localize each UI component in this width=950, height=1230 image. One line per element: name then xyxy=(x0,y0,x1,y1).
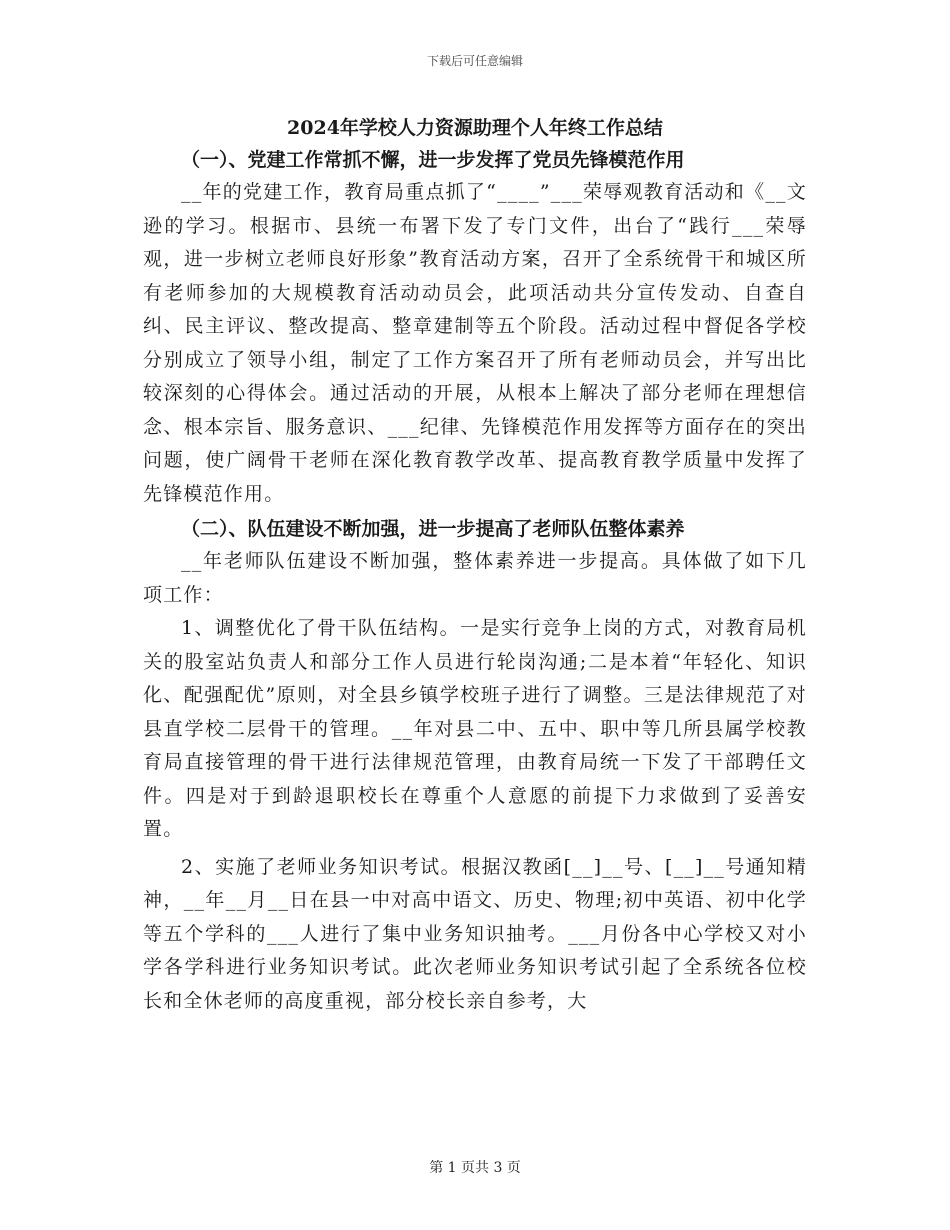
section-2-paragraph-2: 1、调整优化了骨干队伍结构。一是实行竞争上岗的方式，对教育局机关的股室站负责人和部分工作人员进行轮岗沟通;二是本着“年轻化、知识化、配强配优”原则，对全县乡镇学校班子进行了调整。三是法律规范了对县直学校二层骨干的管理。__年对县二中、五中、职中等几所县属学校教育局直接管理的骨干进行法律规范管理，由教育局统一下发了干部聘任文件。四是对于到龄退职校长在尊重个人意愿的前提下力求做到了妥善安置。 xyxy=(143,617,807,840)
document-title: 2024年学校人力资源助理个人年终工作总结 xyxy=(287,117,663,139)
section-heading-2: （二）、队伍建设不断加强，进一步提高了老师队伍整体素养 xyxy=(181,518,685,540)
section-1-paragraph-1: __年的党建工作，教育局重点抓了“____”___荣辱观教育活动和《__文逊的学习。根据市、县统一布署下发了专门文件，出台了“践行___荣辱观，进一步树立老师良好形象”教育活动方案，召开了全系统骨干和城区所有老师参加的大规模教育活动动员会，此项活动共分宣传发动、自查自纠、民主评议、整改提高、整章建制等五个阶段。活动过程中督促各学校分别成立了领导小组，制定了工作方案召开了所有老师动员会，并写出比较深刻的心得体会。通过活动的开展，从根本上解决了部分老师在理想信念、根本宗旨、服务意识、___纪律、先锋模范作用发挥等方面存在的突出问题，使广阔骨干老师在深化教育教学改革、提高教育教学质量中发挥了先锋模范作用。 xyxy=(143,181,807,505)
page-footer: 第 1 页共 3 页 xyxy=(429,1160,521,1176)
section-2-paragraph-1: __年老师队伍建设不断加强，整体素养进一步提高。具体做了如下几项工作： xyxy=(143,550,807,606)
section-heading-1: （一）、党建工作常抓不懈，进一步发挥了党员先锋模范作用 xyxy=(181,149,685,171)
section-2-paragraph-3: 2、实施了老师业务知识考试。根据汉教函[__]__号、[__]__号通知精神，__年__月__日在县一中对高中语文、历史、物理;初中英语、初中化学等五个学科的___人进行了集中业务知识抽考。___月份各中心学校又对小学各学科进行业务知识考试。此次老师业务知识考试引起了全系统各位校长和全休老师的高度重视，部分校长亲自参考，大 xyxy=(143,855,807,1012)
document-body xyxy=(143,112,807,1018)
page-header: 下载后可任意编辑 xyxy=(426,54,523,68)
